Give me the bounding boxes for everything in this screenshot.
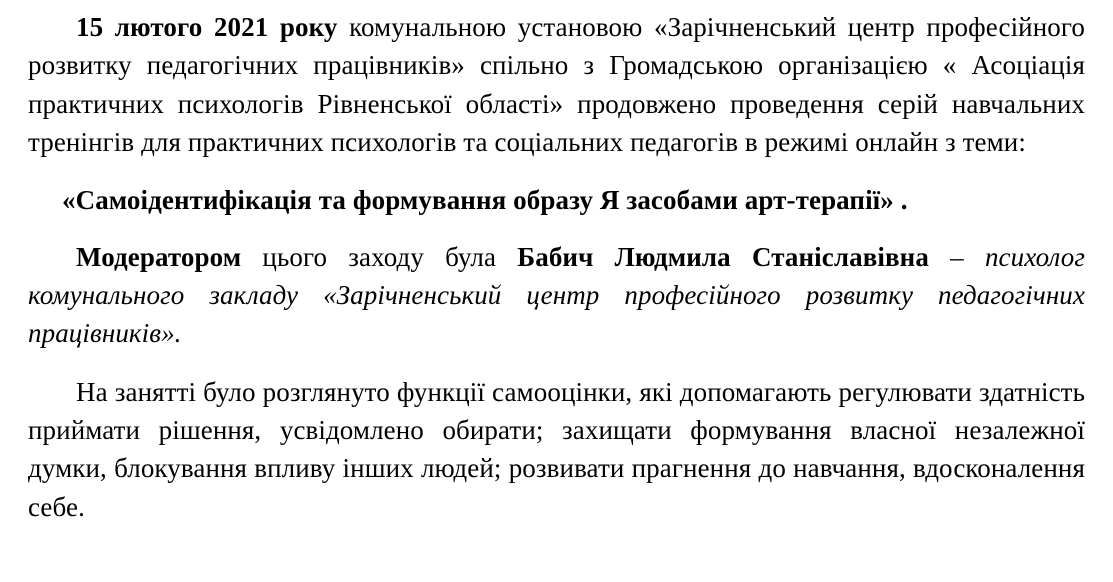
paragraph-session-content <box>28 373 1085 526</box>
moderator-affiliation: психолог комунального закладу «Зарічненський центр професійного розвитку педагогічних працівників». <box>28 241 1085 349</box>
moderator-connector-2: – <box>928 241 985 272</box>
moderator-connector-1: цього заходу була <box>241 241 518 272</box>
event-date: 15 лютого 2021 року <box>76 12 338 42</box>
paragraph-intro <box>28 8 1085 161</box>
training-title-text: «Самоідентифікація та формування образу Я засобами арт-терапії» . <box>62 185 908 216</box>
paragraph-intro-text: комунальною установою «Зарічненський центр професійного розвитку педагогічних працівників» спільно з Громадською організацією « Асоціація практичних психологів Рівненської області» продовжено проведення серій навчальних тренінгів для практичних психологів та соціальних педагогів в режимі онлайн з теми: <box>28 12 1085 157</box>
moderator-name: Бабич Людмила Станіславівна <box>517 241 929 272</box>
moderator-label: Модератором <box>76 241 242 272</box>
session-content-text: На занятті було розглянуто функції самооцінки, які допомагають регулювати здатність приймати рішення, усвідомлено обирати; захищати формування власної незалежної думки, блокування впливу інших людей; розвивати прагнення до навчання, вдосконалення себе. <box>28 376 1085 522</box>
paragraph-moderator <box>28 238 1085 353</box>
paragraph-training-title <box>28 181 1085 219</box>
